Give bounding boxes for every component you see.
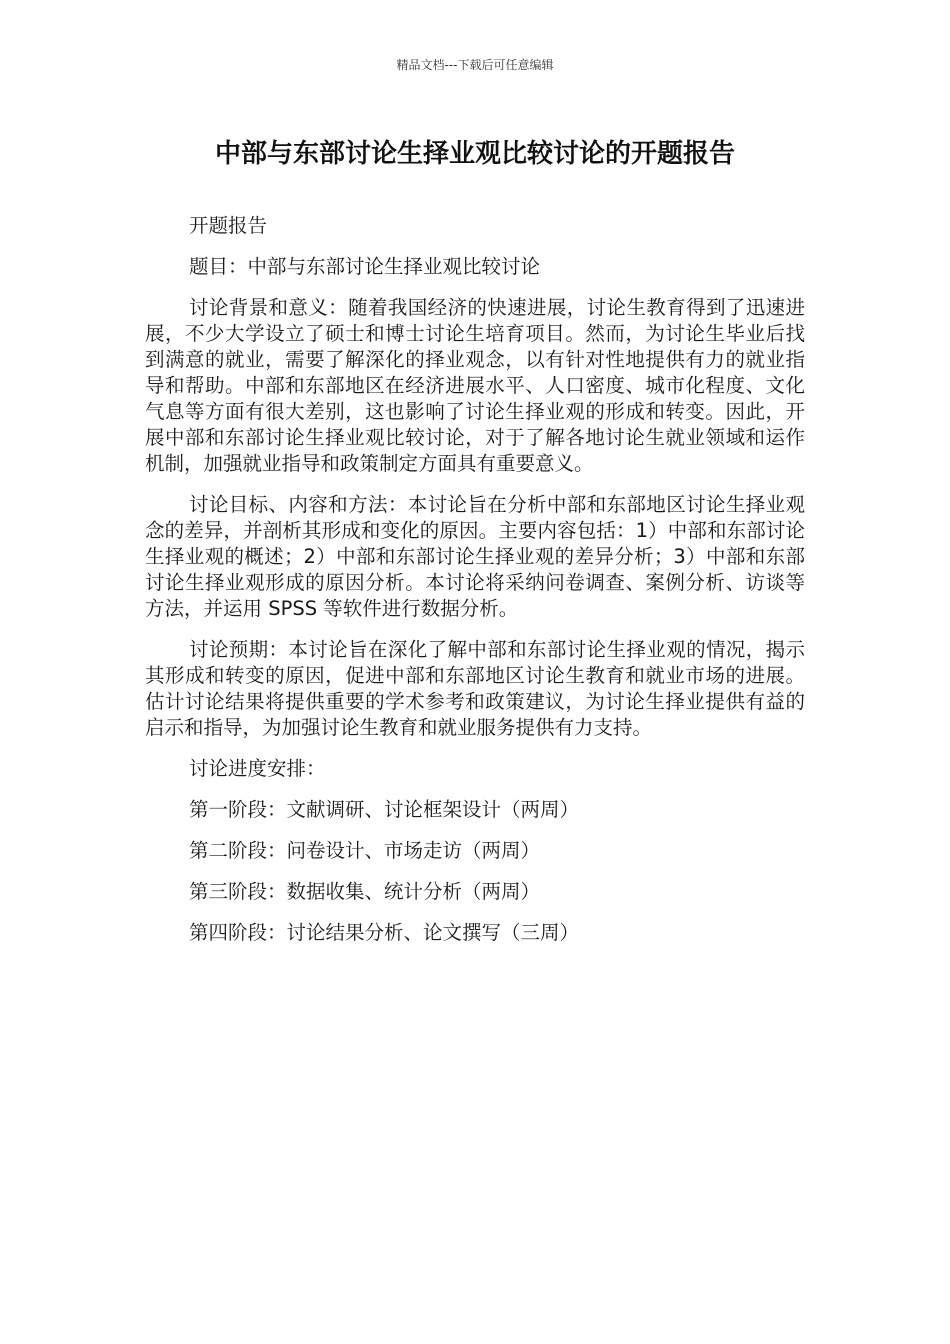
page-header-watermark: 精品文档---下载后可任意编辑 bbox=[396, 58, 554, 72]
document-body bbox=[145, 213, 805, 961]
schedule-stage-4: 第四阶段：讨论结果分析、论文撰写（三周） bbox=[189, 921, 580, 944]
document-title: 中部与东部讨论生择业观比较讨论的开题报告 bbox=[214, 139, 735, 169]
paragraph-expectations: 讨论预期：本讨论旨在深化了解中部和东部讨论生择业观的情况，揭示其形成和转变的原因，促进中部和东部地区讨论生教育和就业市场的进展。估计讨论结果将提供重要的学术参考和政策建议，为讨论生择业提供有益的启示和指导，为加强讨论生教育和就业服务提供有力支持。 bbox=[145, 638, 805, 739]
paragraph-topic: 题目：中部与东部讨论生择业观比较讨论 bbox=[189, 255, 541, 278]
schedule-stage-3: 第三阶段：数据收集、统计分析（两周） bbox=[189, 880, 541, 903]
schedule-stage-2: 第二阶段：问卷设计、市场走访（两周） bbox=[189, 839, 541, 862]
paragraph-schedule-heading: 讨论进度安排： bbox=[189, 757, 326, 780]
paragraph-background: 讨论背景和意义：随着我国经济的快速进展，讨论生教育得到了迅速进展，不少大学设立了硕士和博士讨论生培育项目。然而，为讨论生毕业后找到满意的就业，需要了解深化的择业观念，以有针对性地提供有力的就业指导和帮助。中部和东部地区在经济进展水平、人口密度、城市化程度、文化气息等方面有很大差别，这也影响了讨论生择业观的形成和转变。因此，开展中部和东部讨论生择业观比较讨论，对于了解各地讨论生就业领域和运作机制，加强就业指导和政策制定方面具有重要意义。 bbox=[145, 296, 805, 475]
schedule-stage-1: 第一阶段：文献调研、讨论框架设计（两周） bbox=[189, 798, 580, 821]
paragraph-objectives: 讨论目标、内容和方法：本讨论旨在分析中部和东部地区讨论生择业观念的差异，并剖析其形成和变化的原因。主要内容包括：1）中部和东部讨论生择业观的概述；2）中部和东部讨论生择业观的差异分析；3）中部和东部讨论生择业观形成的原因分析。本讨论将采纳问卷调查、案例分析、访谈等方法，并运用 SPSS 等软件进行数据分析。 bbox=[145, 493, 805, 620]
paragraph-report-label: 开题报告 bbox=[189, 214, 268, 237]
